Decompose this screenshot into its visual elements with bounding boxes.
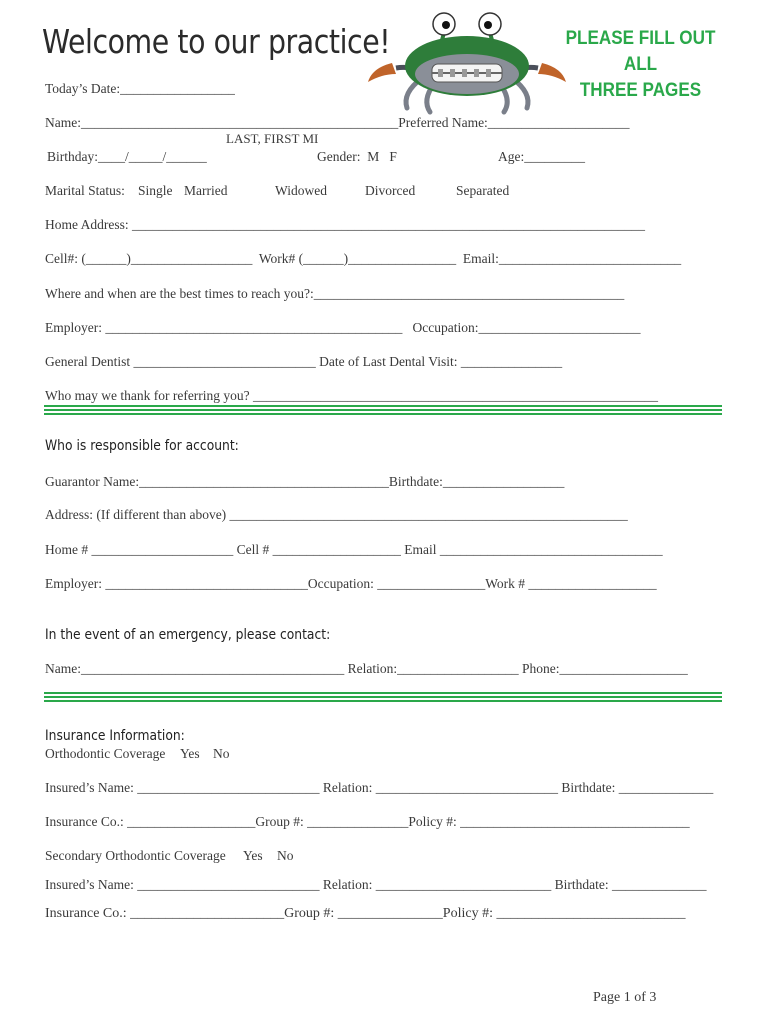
emergency-contact-field[interactable]: Name:_______________________________________ Relation:__________________ Phone:___________________ — [45, 661, 688, 676]
section-divider — [44, 405, 722, 417]
sex-field[interactable]: Gender: M F — [317, 149, 397, 164]
secondary-insurance-company-field[interactable]: Insurance Co.: ______________________Group #: _______________Policy #: ___________________________ — [45, 906, 686, 921]
best-times-field[interactable]: Where and when are the best times to reach you?:______________________________________________ — [45, 286, 625, 301]
notice-line-1: PLEASE FILL OUT ALL — [565, 28, 716, 75]
guarantor-employer-field[interactable]: Employer: ______________________________Occupation: ________________Work # ___________________ — [45, 576, 657, 591]
general-dentist-field[interactable]: General Dentist ___________________________ Date of Last Dental Visit: _______________ — [45, 354, 563, 369]
insurance-company-field[interactable]: Insurance Co.: ___________________Group #: _______________Policy #: __________________________________ — [45, 814, 690, 829]
birthday-field[interactable]: Birthday:____/_____/______ — [47, 149, 207, 164]
fill-all-pages-notice — [557, 26, 724, 104]
name-field[interactable]: Name:_______________________________________________Preferred Name:_____________________ — [45, 115, 630, 130]
employer-field[interactable]: Employer: ____________________________________________ Occupation:________________________ — [45, 320, 641, 335]
notice-line-2: THREE PAGES — [579, 80, 702, 101]
phone-email-field[interactable]: Cell#: (______)__________________ Work# (______)________________ Email:___________________________ — [45, 251, 682, 266]
todays-date-field[interactable]: Today’s Date:_________________ — [45, 81, 235, 96]
marital-option-widowed[interactable]: Widowed — [275, 183, 327, 198]
age-field[interactable]: Age:_________ — [498, 149, 585, 164]
responsible-heading: Who is responsible for account: — [45, 438, 239, 454]
insurance-heading: Insurance Information: — [45, 728, 185, 744]
marital-option-single[interactable]: Single — [138, 183, 173, 198]
coverage-label: Orthodontic Coverage — [45, 746, 166, 761]
marital-option-married[interactable]: Married — [184, 183, 228, 198]
marital-option-separated[interactable]: Separated — [456, 183, 510, 198]
marital-option-divorced[interactable]: Divorced — [365, 183, 416, 198]
page-number: Page 1 of 3 — [593, 990, 657, 1005]
guarantor-address-field[interactable]: Address: (If different than above) ___________________________________________________________ — [45, 507, 628, 522]
coverage-no-option[interactable]: No — [213, 746, 230, 761]
guarantor-phone-field[interactable]: Home # _____________________ Cell # ___________________ Email _________________________________ — [45, 542, 663, 557]
crab-with-braces-icon — [362, 8, 572, 118]
insured-name-field[interactable]: Insured’s Name: ___________________________ Relation: ___________________________ Birthdate: ______________ — [45, 780, 714, 795]
secondary-no-option[interactable]: No — [277, 848, 294, 863]
secondary-yes-option[interactable]: Yes — [243, 848, 263, 863]
coverage-yes-option[interactable]: Yes — [180, 746, 200, 761]
home-address-field[interactable]: Home Address: ____________________________________________________________________________ — [45, 217, 645, 232]
marital-status-label: Marital Status: — [45, 183, 125, 198]
guarantor-field[interactable]: Guarantor Name:_____________________________________Birthdate:__________________ — [45, 474, 565, 489]
secondary-insured-name-field[interactable]: Insured’s Name: ___________________________ Relation: __________________________ Birthdate: ______________ — [45, 877, 707, 892]
referral-field[interactable]: Who may we thank for referring you? ____________________________________________________________ — [45, 388, 659, 403]
section-divider — [44, 692, 722, 704]
secondary-coverage-label: Secondary Orthodontic Coverage — [45, 848, 226, 863]
page-title: Welcome to our practice! — [42, 22, 391, 61]
name-hint: LAST, FIRST MI — [226, 131, 319, 146]
emergency-heading: In the event of an emergency, please contact: — [45, 627, 331, 643]
